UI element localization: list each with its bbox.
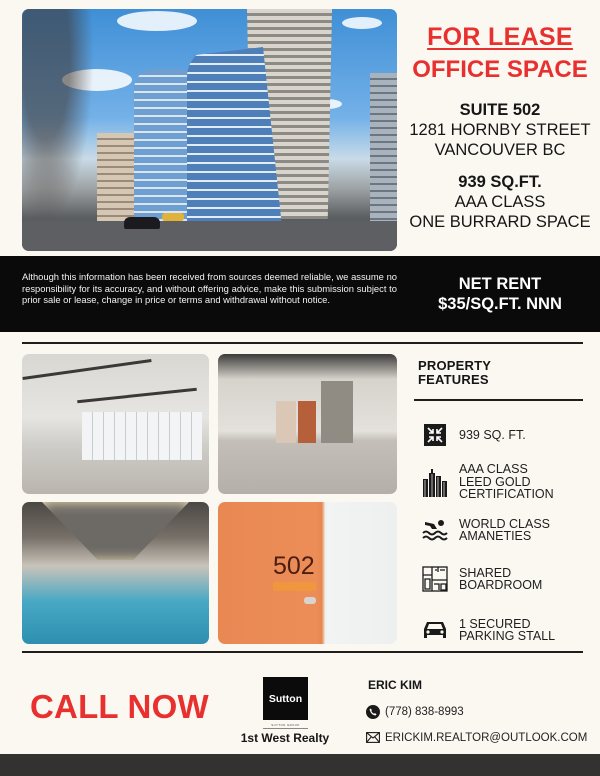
feature-item (422, 517, 550, 543)
envelope-icon (365, 730, 380, 745)
disclaimer-text: Although this information has been received from sources deemed reliable, we assume no responsibility for its accuracy, and without offering advice, make this submission subject to prior sale or lease, change in price or terms and withdrawal without notice. (22, 271, 397, 305)
feature-item (422, 463, 554, 501)
feature-line: AAA CLASS (459, 462, 528, 476)
feature-line: SHARED (459, 565, 512, 580)
feature-line: 1 SECURED (459, 616, 531, 631)
swimmer-icon (422, 517, 448, 543)
city: VANCOUVER BC (434, 141, 566, 159)
specs-block (405, 172, 595, 232)
brokerage-name: 1st West Realty (240, 731, 330, 745)
feature-line: AMANETIES (459, 529, 532, 543)
door-number: 502 (273, 552, 315, 580)
feature-line: PARKING STALL (459, 629, 556, 643)
divider-top (22, 342, 583, 344)
agent-phone[interactable] (365, 704, 464, 719)
photo-pool (22, 502, 209, 644)
divider-bottom (22, 651, 583, 653)
email-address[interactable]: ERICKIM.REALTOR@OUTLOOK.COM (385, 731, 588, 744)
floorplan-icon (422, 566, 448, 592)
property-type-title: OFFICE SPACE (412, 56, 588, 83)
feature-text (459, 518, 550, 543)
building-name: ONE BURRARD SPACE (409, 213, 591, 231)
street-address: 1281 HORNBY STREET (409, 121, 591, 139)
feature-item (422, 422, 526, 448)
feature-text (459, 567, 542, 592)
suite-number: SUITE 502 (459, 101, 541, 119)
net-rent-label: NET RENT (458, 275, 542, 293)
photo-office-interior (218, 354, 397, 494)
agent-name: ERIC KIM (368, 678, 422, 692)
features-title-line1: PROPERTY (418, 358, 492, 373)
address-block (405, 100, 595, 160)
feature-item (422, 617, 555, 643)
features-title (418, 359, 491, 387)
photo-suite-door (218, 502, 397, 644)
divider-features (414, 399, 583, 401)
car-icon (422, 617, 448, 643)
features-title-line2: FEATURES (418, 372, 489, 387)
phone-number[interactable]: (778) 838-8993 (385, 705, 464, 718)
feature-line: 939 SQ. FT. (459, 427, 526, 442)
agent-email[interactable] (365, 730, 587, 745)
sutton-group-subtext: SUTTON GROUP (263, 723, 308, 729)
feature-text (459, 429, 526, 442)
feature-line: WORLD CLASS (459, 516, 550, 531)
net-rent-value: $35/SQ.FT. NNN (438, 295, 562, 313)
headline (405, 20, 595, 86)
feature-line: CERTIFICATION (459, 487, 554, 501)
sutton-logo: Sutton (263, 677, 308, 720)
net-rent (405, 274, 595, 314)
feature-text (459, 618, 555, 643)
photo-office-windows (22, 354, 209, 494)
feature-item (422, 566, 542, 592)
for-lease-title: FOR LEASE (427, 23, 573, 51)
size-value: 939 SQ.FT. (458, 173, 542, 191)
feature-line: BOARDROOM (459, 578, 543, 592)
feature-line: LEED GOLD (459, 474, 531, 489)
building-class: AAA CLASS (454, 193, 546, 211)
feature-text (459, 463, 554, 501)
buildings-icon (422, 469, 448, 495)
compress-arrows-icon (422, 422, 448, 448)
hero-building-photo (22, 9, 397, 251)
call-now-cta: CALL NOW (30, 688, 209, 725)
phone-icon (365, 704, 380, 719)
footer-band (0, 754, 600, 776)
